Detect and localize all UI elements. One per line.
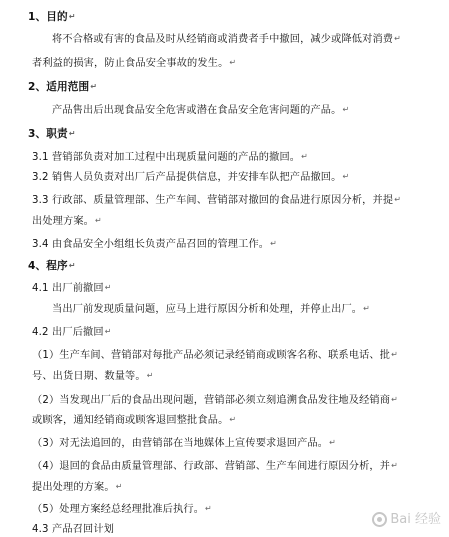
paragraph-line: （5）处理方案经总经理批准后执行。↵ bbox=[32, 504, 212, 515]
subsection-heading: 4.1 出厂前撤回↵ bbox=[32, 283, 112, 294]
paragraph-line: 出处理方案。↵ bbox=[32, 216, 102, 227]
section-heading-procedure: 4、程序↵ bbox=[28, 260, 76, 272]
paragraph-line: （4）退回的食品由质量管理部、行政部、营销部、生产车间进行原因分析，并↵ bbox=[32, 461, 398, 472]
paragraph-line: 3.4 由食品安全小组组长负责产品召回的管理工作。↵ bbox=[32, 239, 277, 250]
paragraph-line: 3.2 销售人员负责对出厂后产品提供信息，并安排车队把产品撤回。↵ bbox=[32, 172, 350, 183]
paragraph-line: 或顾客，通知经销商或顾客退回整批食品。↵ bbox=[32, 415, 237, 426]
watermark: Bai 经验 bbox=[372, 508, 441, 527]
paragraph-line: 提出处理的方案。↵ bbox=[32, 482, 123, 493]
section-heading-duties: 3、职责↵ bbox=[28, 128, 76, 140]
paragraph-line: 将不合格或有害的食品及时从经销商或消费者手中撤回，减少或降低对消费↵ bbox=[52, 34, 401, 45]
subsection-heading: 4.3 产品召回计划 bbox=[32, 524, 115, 535]
section-heading-purpose: 1、目的↵ bbox=[28, 11, 76, 23]
paw-logo-icon bbox=[372, 512, 387, 527]
paragraph-line: 3.1 营销部负责对加工过程中出现质量问题的产品的撤回。↵ bbox=[32, 152, 308, 163]
paragraph-line: （2）当发现出厂后的食品出现问题，营销部必须立刻追溯食品发往地及经销商↵ bbox=[32, 395, 398, 406]
section-heading-scope: 2、适用范围↵ bbox=[28, 81, 98, 93]
paragraph-line: 号、出货日期、数量等。↵ bbox=[32, 371, 154, 382]
paragraph-line: 产品售出后出现食品安全危害或潜在食品安全危害问题的产品。↵ bbox=[52, 105, 350, 116]
subsection-heading: 4.2 出厂后撤回↵ bbox=[32, 327, 112, 338]
paragraph-line: 3.3 行政部、质量管理部、生产车间、营销部对撤回的食品进行原因分析，并提↵ bbox=[32, 195, 402, 206]
paragraph-line: （1）生产车间、营销部对每批产品必须记录经销商或顾客名称、联系电话、批↵ bbox=[32, 350, 398, 361]
paragraph-line: （3）对无法追回的，由营销部在当地媒体上宣传要求退回产品。↵ bbox=[32, 438, 336, 449]
paragraph-line: 当出厂前发现质量问题，应马上进行原因分析和处理，并停止出厂。↵ bbox=[52, 304, 370, 315]
paragraph-line: 者利益的损害，防止食品安全事故的发生。↵ bbox=[32, 58, 237, 69]
